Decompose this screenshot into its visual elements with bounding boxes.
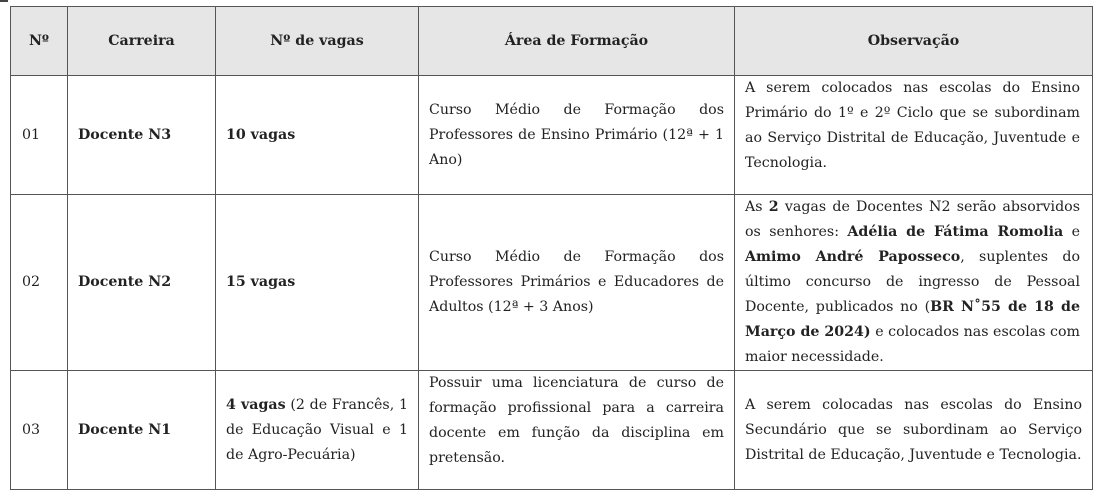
table-row	[11, 371, 1093, 490]
vagas-count: 15 vagas	[226, 274, 296, 290]
row-carreira: Docente N3	[68, 76, 216, 195]
row-formacao: Possuir uma licenciatura de curso de formação profissional para a carreira docente em função da disciplina em pretensão.	[419, 371, 735, 490]
obs-bold-name: Amimo André Paposseco	[745, 249, 961, 265]
obs-bold-count: 2	[768, 199, 779, 215]
vagas-count: 10 vagas	[226, 126, 296, 143]
obs-text: As	[745, 199, 769, 215]
row-carreira: Docente N2	[68, 195, 216, 371]
table-row	[11, 76, 1093, 195]
header-num: Nº	[11, 7, 68, 76]
row-observacao	[735, 195, 1093, 371]
table-row	[11, 195, 1093, 371]
vagas-detail: (2 de Francês, 1 de Educação Visual e 1 de Agro-Pecuária)	[226, 396, 408, 463]
row-vagas	[216, 371, 419, 490]
row-num: 01	[11, 76, 68, 195]
row-formacao: Curso Médio de Formação dos Professores de Ensino Primário (12ª + 1 Ano)	[419, 76, 735, 195]
header-formacao: Área de Formação	[419, 7, 735, 76]
table-header-row	[11, 7, 1093, 76]
row-vagas	[216, 195, 419, 371]
header-observacao: Observação	[735, 7, 1093, 76]
obs-bold-reference: BR N˚55 de 18 de Março de 2024)	[745, 299, 1080, 340]
obs-text: , suplentes do último concurso de ingresso de Pessoal Docente, publicados no (	[745, 249, 1080, 315]
row-vagas	[216, 76, 419, 195]
obs-text: vagas de Docentes N2 serão absorvidos os senhores:	[745, 199, 1080, 240]
row-formacao: Curso Médio de Formação dos Professores Primários e Educadores de Adultos (12ª + 3 Anos)	[419, 195, 735, 371]
obs-text: e	[1063, 224, 1081, 240]
row-num: 03	[11, 371, 68, 490]
row-carreira: Docente N1	[68, 371, 216, 490]
vagas-count: 4 vagas	[226, 396, 286, 413]
vacancies-table	[10, 6, 1093, 490]
row-observacao: A serem colocados nas escolas do Ensino Primário do 1º e 2º Ciclo que se subordinam ao Serviço Distrital de Educação, Juventude e Tecnologia.	[735, 76, 1093, 195]
row-num: 02	[11, 195, 68, 371]
header-vagas: Nº de vagas	[216, 7, 419, 76]
page-corner-mark	[0, 0, 8, 2]
header-carreira: Carreira	[68, 7, 216, 76]
row-observacao: A serem colocadas nas escolas do Ensino Secundário que se subordinam ao Serviço Distrital de Educação, Juventude e Tecnologia.	[735, 371, 1093, 490]
obs-text: e colocados nas escolas com maior necessidade.	[745, 324, 1080, 365]
obs-bold-name: Adélia de Fátima Romolia	[847, 224, 1064, 240]
